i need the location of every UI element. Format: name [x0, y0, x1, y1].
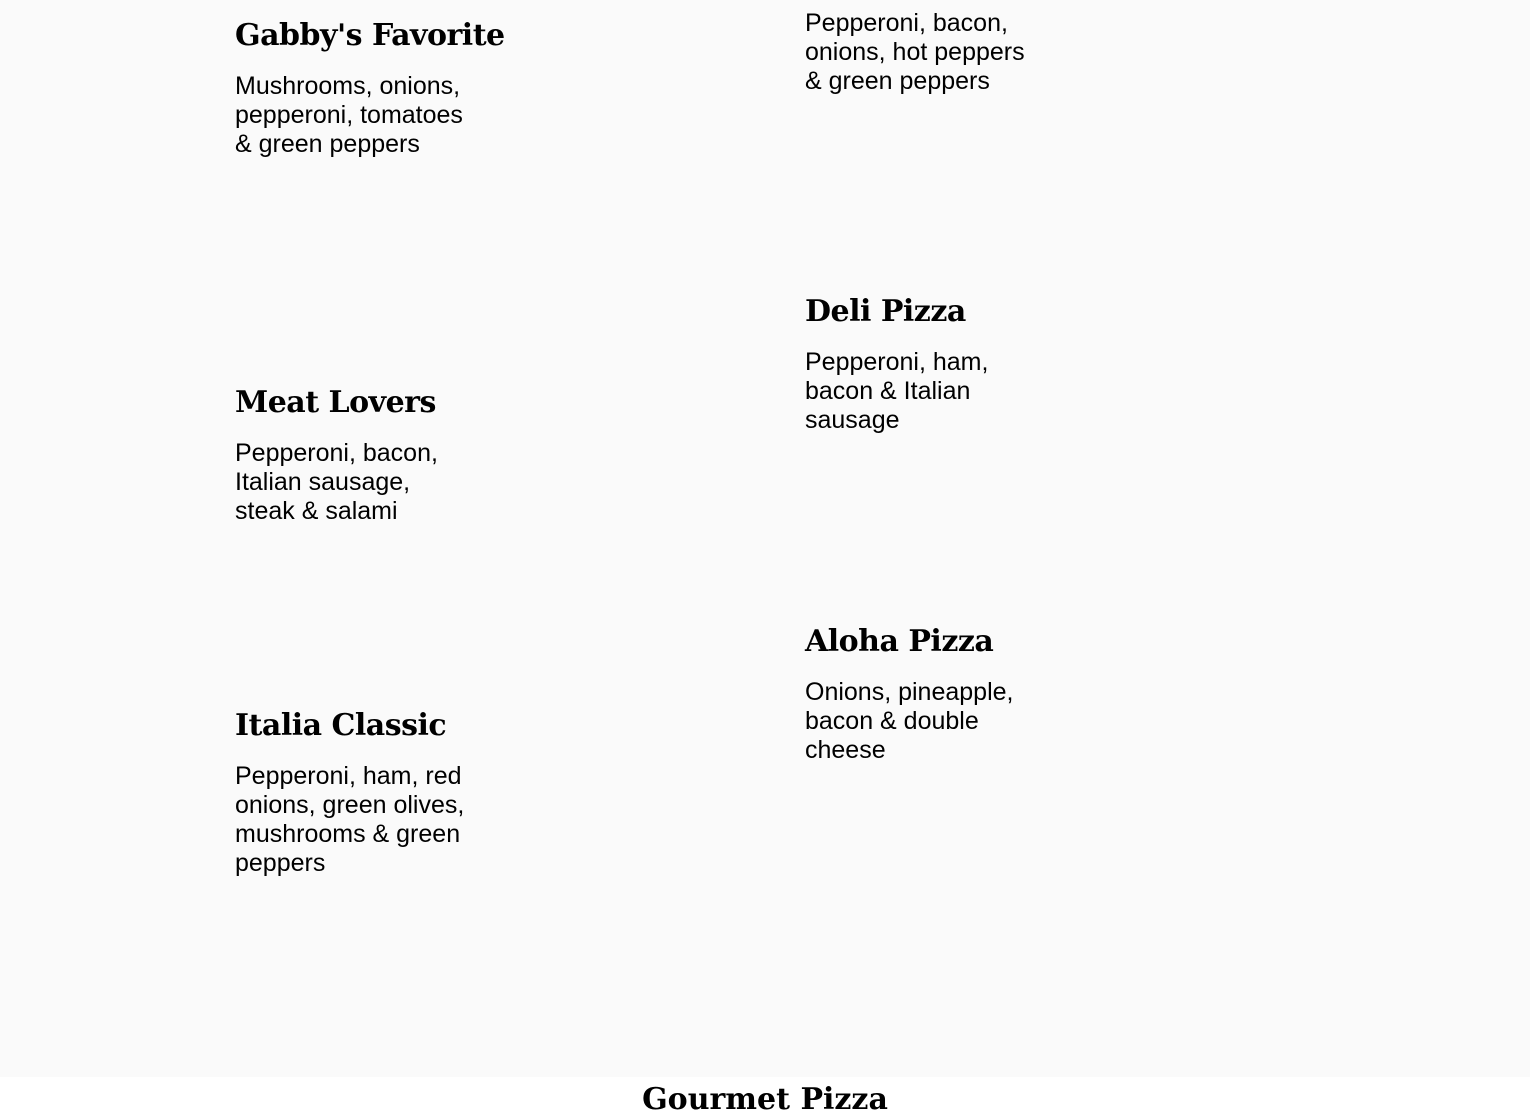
menu-item-description: Pepperoni, bacon, Italian sausage, steak & salami — [235, 439, 438, 525]
menu-item-name: Italia Classic — [235, 708, 447, 743]
section-title-gourmet-pizza: Gourmet Pizza — [642, 1082, 888, 1117]
menu-item-meat-lovers — [235, 385, 475, 526]
menu-item-description: Pepperoni, bacon, onions, hot peppers & green peppers — [805, 9, 1025, 95]
menu-item-aloha-pizza — [805, 624, 1045, 765]
menu-item-deli-pizza — [805, 294, 1045, 435]
menu-item-name: Deli Pizza — [805, 294, 966, 329]
menu-item-description: Pepperoni, ham, red onions, green olives, mushrooms & green peppers — [235, 762, 465, 877]
menu-item-name: Meat Lovers — [235, 385, 436, 420]
menu-item-description: Onions, pineapple, bacon & double cheese — [805, 678, 1014, 764]
menu-item-name: Aloha Pizza — [805, 624, 994, 659]
menu-item-italia-classic — [235, 708, 475, 878]
menu-item-gabbys-favorite — [235, 18, 505, 159]
menu-item-description: Pepperoni, ham, bacon & Italian sausage — [805, 348, 989, 434]
menu-item-pepperoni-bacon-hot-peppers — [805, 9, 1045, 96]
menu-item-name: Gabby's Favorite — [235, 18, 505, 53]
menu-item-description: Mushrooms, onions, pepperoni, tomatoes & green peppers — [235, 72, 463, 158]
